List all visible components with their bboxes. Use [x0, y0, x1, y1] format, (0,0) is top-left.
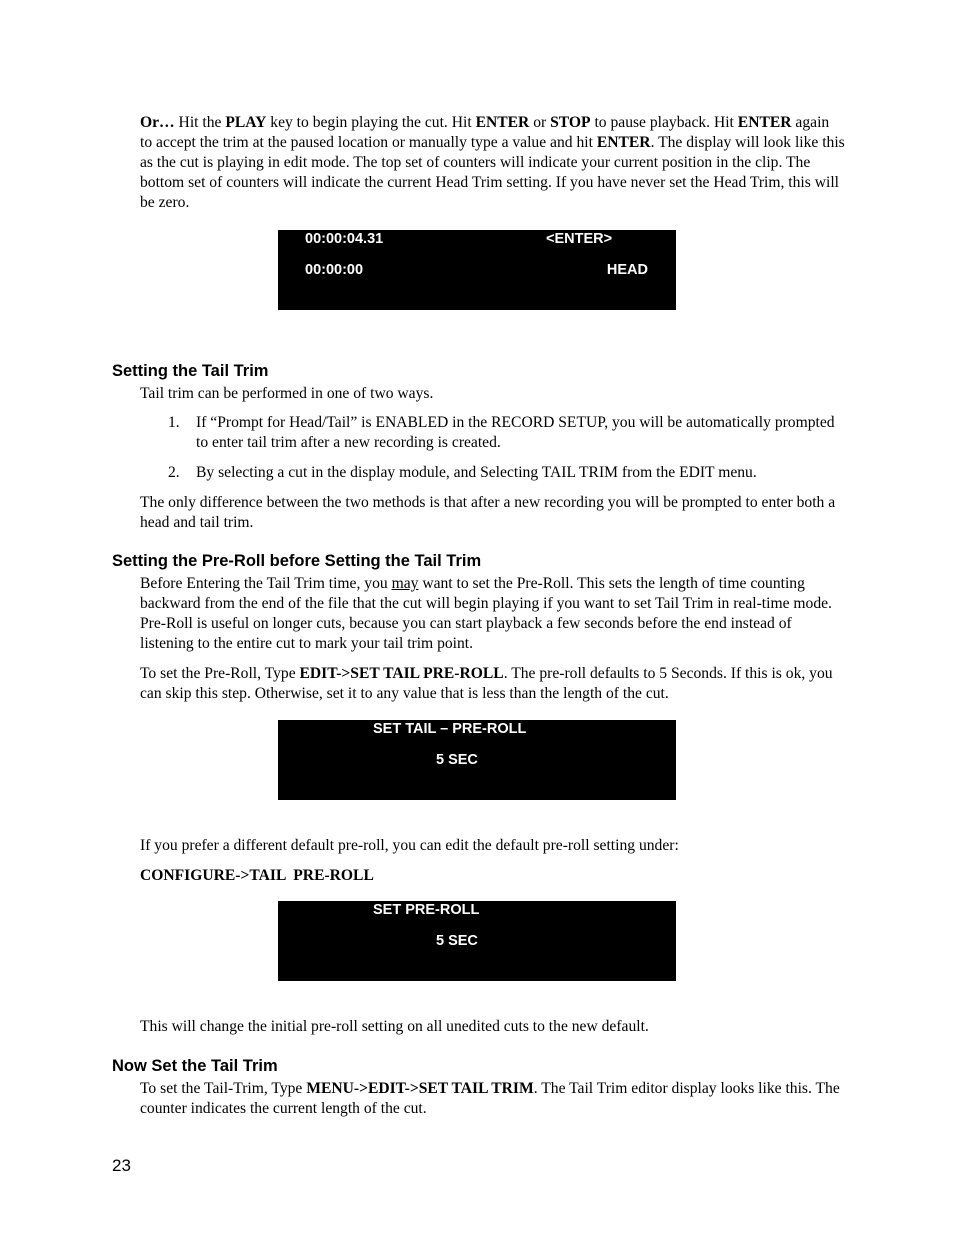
now-text: . The Tail Trim editor display looks like this. The counter indicates the current length of the cut.: [140, 1080, 840, 1117]
list-text: If “Prompt for Head/Tail” is ENABLED in the RECORD SETUP, you will be automatically prompted to enter tail trim after a new recording is created.: [196, 414, 835, 451]
tail-outro: The only difference between the two methods is that after a new recording you will be prompted to enter both a head and tail trim.: [140, 494, 836, 531]
preroll-text: want to set the Pre-Roll. This sets the length of time counting backward from the end of the file that the cut will begin playing if you want to set Tail Trim in real-time mode. Pre-Roll is useful on longer cuts, because you can start playback a few seconds before the end instead of listening to the entire cut to mark your tail trim point.: [140, 575, 832, 652]
now-text: To set the Tail-Trim, Type: [140, 1080, 307, 1097]
intro-text: . The display will look like this as the cut is playing in edit mode. The top set of counters will indicate your current position in the clip. The bottom set of counters will indicate the current Head Trim setting. If you have never set the Head Trim, this will be zero.: [140, 134, 845, 211]
list-text: By selecting a cut in the display module, and Selecting TAIL TRIM from the EDIT menu.: [196, 464, 757, 481]
head-trim-counter: 00:00:00: [305, 262, 364, 278]
enter-key: ENTER: [596, 134, 651, 151]
tail-trim-command: MENU->EDIT->SET TAIL TRIM: [306, 1080, 534, 1097]
change-note: This will change the initial pre-roll setting on all unedited cuts to the new default.: [140, 1018, 649, 1035]
enter-key: ENTER: [475, 114, 530, 131]
section-heading-now-set: Now Set the Tail Trim: [112, 1057, 278, 1075]
enter-key: ENTER: [737, 114, 792, 131]
head-label: HEAD: [606, 262, 648, 278]
display-title: SET PRE-ROLL: [373, 902, 480, 918]
tail-intro: Tail trim can be performed in one of two ways.: [140, 385, 434, 402]
display-value: 5 SEC: [436, 752, 478, 768]
now-set-paragraph: [140, 1079, 845, 1119]
set-tail-preroll-display: [278, 720, 676, 800]
preroll-text: To set the Pre-Roll, Type: [140, 665, 300, 682]
may-emphasis: may: [391, 575, 419, 592]
intro-paragraph: [140, 113, 845, 213]
enter-prompt: <ENTER>: [546, 231, 613, 247]
intro-text: again to accept the trim at the paused location or manually type a value and hit: [140, 114, 830, 151]
preroll-text: . The pre-roll defaults to 5 Seconds. If this is ok, you can skip this step. Otherwise, set it to any value that is less than the length of the cut.: [140, 665, 833, 702]
intro-text: or: [529, 114, 551, 131]
section-heading-tail-trim: Setting the Tail Trim: [112, 362, 269, 380]
edit-mode-display: [278, 230, 676, 310]
list-number: 1.: [168, 414, 180, 431]
list-number: 2.: [168, 464, 180, 481]
or-label: Or…: [140, 114, 175, 131]
default-preroll-text: If you prefer a different default pre-roll, you can edit the default pre-roll setting under:: [140, 837, 679, 854]
intro-text: Hit the: [174, 114, 226, 131]
section-heading-pre-roll: Setting the Pre-Roll before Setting the Tail Trim: [112, 552, 482, 570]
page-number: 23: [112, 1156, 131, 1175]
intro-text: to pause playback. Hit: [590, 114, 738, 131]
preroll-command: EDIT->SET TAIL PRE-ROLL: [299, 665, 504, 682]
configure-command: CONFIGURE->TAIL PRE-ROLL: [140, 867, 374, 884]
preroll-paragraph-2: [140, 664, 845, 704]
display-value: 5 SEC: [436, 933, 478, 949]
stop-key: STOP: [550, 114, 591, 131]
intro-text: key to begin playing the cut. Hit: [266, 114, 476, 131]
display-title: SET TAIL – PRE-ROLL: [373, 721, 527, 737]
position-counter: 00:00:04.31: [305, 231, 384, 247]
set-preroll-display: [278, 901, 676, 981]
play-key: PLAY: [225, 114, 267, 131]
preroll-text: Before Entering the Tail Trim time, you: [140, 575, 392, 592]
preroll-paragraph-1: [140, 574, 845, 654]
